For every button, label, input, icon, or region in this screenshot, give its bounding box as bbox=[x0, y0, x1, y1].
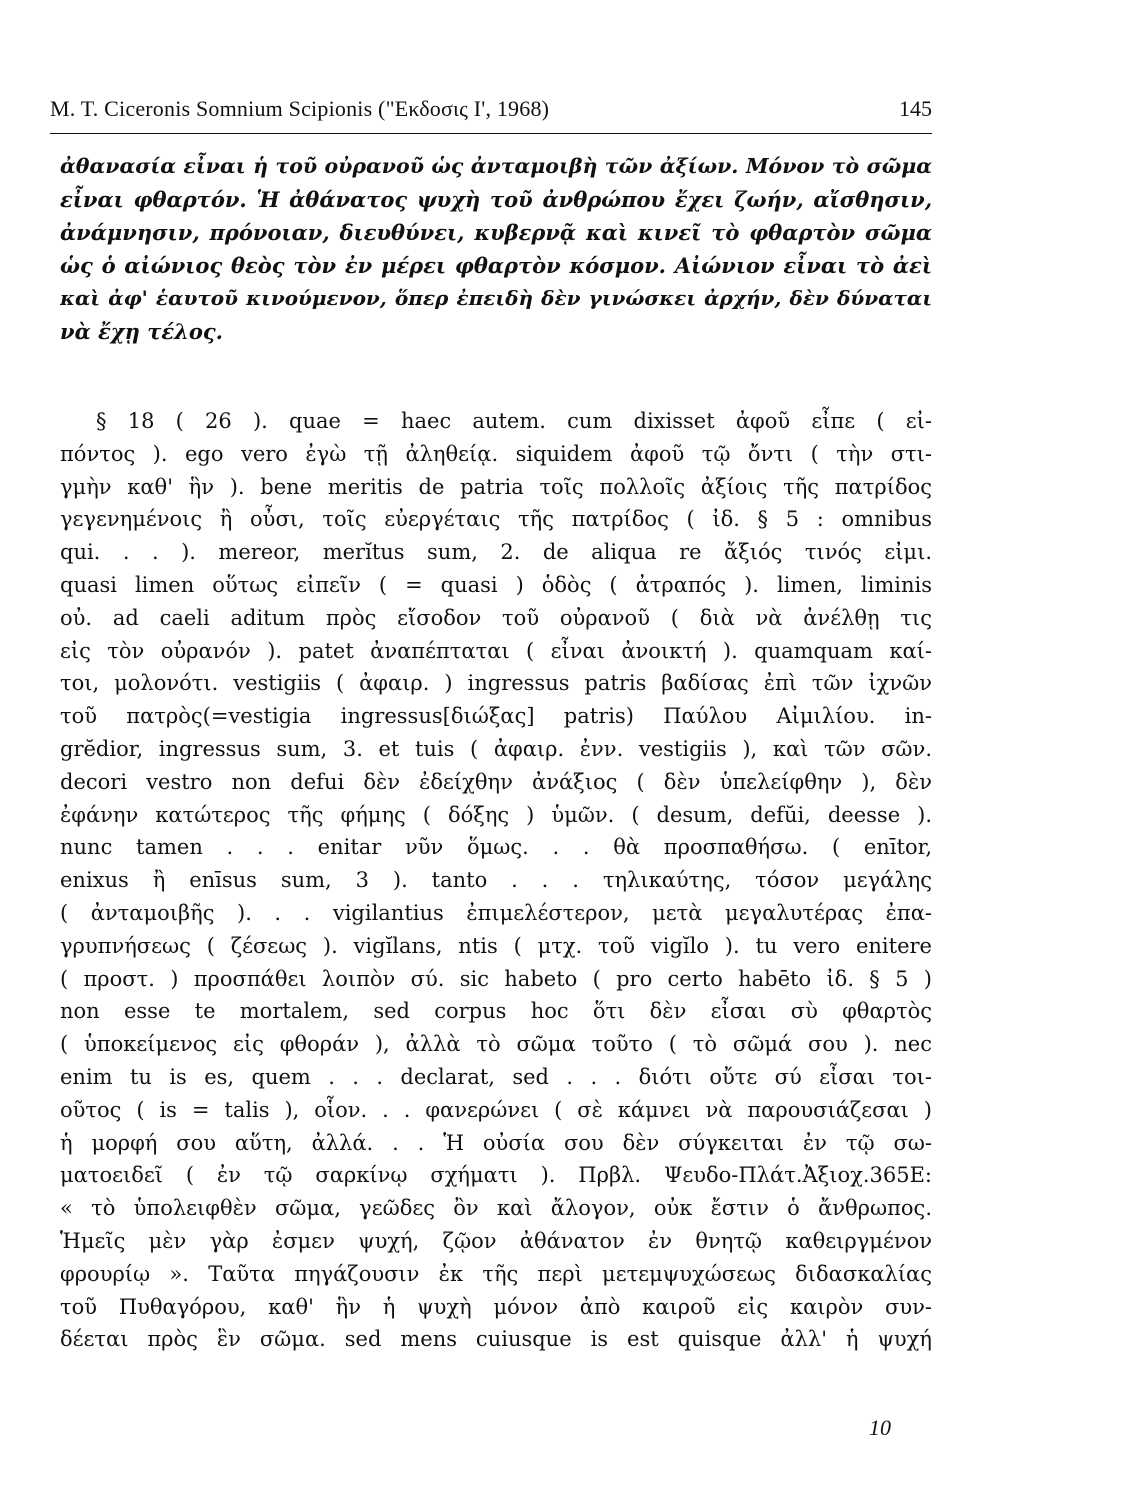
commentary-line: qui. . . ). mereor, merĭtus sum, 2. de aliqua re ἄξιός τινός εἰμι. bbox=[60, 540, 932, 565]
paragraph-line: ἀθανασία εἶναι ἡ τοῦ οὐρανοῦ ὡς ἀνταμοιβὴ τῶν ἀξίων. Μόνον τὸ σῶμα bbox=[60, 154, 932, 178]
commentary-line: φρουρίῳ ». Ταῦτα πηγάζουσιν ἐκ τῆς περὶ μετεμψυχώσεως διδασκαλίας bbox=[60, 1261, 932, 1286]
commentary-line: enixus ἢ enīsus sum, 3 ). tanto . . . τηλικαύτης, τόσον μεγάλης bbox=[60, 868, 932, 893]
page-number: 145 bbox=[899, 96, 932, 121]
greek-paragraph bbox=[60, 150, 932, 348]
paragraph-line: καὶ ἀφ' ἑαυτοῦ κινούμενον, ὅπερ ἐπειδὴ δὲν γινώσκει ἀρχήν, δὲν δύναται bbox=[60, 286, 932, 310]
paragraph-line: ἀνάμνησιν, πρόνοιαν, διευθύνει, κυβερνᾷ καὶ κινεῖ τὸ φθαρτὸν σῶμα bbox=[60, 220, 932, 245]
commentary-line: enim tu is es, quem . . . declarat, sed . . . διότι οὔτε σύ εἶσαι τοι- bbox=[60, 1064, 932, 1089]
commentary-line: ἐφάνην κατώτερος τῆς φήμης ( δόξης ) ὑμῶν. ( desum, defŭi, deesse ). bbox=[60, 802, 932, 827]
commentary-line: τοι, μολονότι. vestigiis ( ἀφαιρ. ) ingressus patris βαδίσας ἐπὶ τῶν ἰχνῶν bbox=[60, 671, 932, 696]
commentary-line: quasi limen οὕτως εἰπεῖν ( = quasi ) ὁδὸς ( ἀτραπός ). limen, liminis bbox=[60, 572, 932, 597]
commentary-line: οὐ. ad caeli aditum πρὸς εἴσοδον τοῦ οὐρανοῦ ( διὰ νὰ ἀνέλθῃ τις bbox=[60, 605, 932, 630]
commentary-line: decori vestro non defui δὲν ἐδείχθην ἀνάξιος ( δὲν ὑπελείφθην ), δὲν bbox=[60, 769, 932, 794]
paragraph-line: ὡς ὁ αἰώνιος θεὸς τὸν ἐν μέρει φθαρτὸν κόσμον. Αἰώνιον εἶναι τὸ ἀεὶ bbox=[60, 253, 932, 278]
commentary-line: « τὸ ὑπολειφθὲν σῶμα, γεῶδες ὂν καὶ ἄλογον, οὐκ ἔστιν ὁ ἄνθρωπος. bbox=[60, 1196, 932, 1221]
commentary-line: γρυπνήσεως ( ζέσεως ). vigĭlans, ntis ( μτχ. τοῦ vigĭlo ). tu vero enitere bbox=[60, 933, 932, 958]
running-header bbox=[50, 96, 932, 132]
commentary-line: § 18 ( 26 ). quae = haec autem. cum dixisset ἀφοῦ εἶπε ( εἰ- bbox=[96, 409, 932, 433]
commentary-line: δέεται πρὸς ἓν σῶμα. sed mens cuiusque is est quisque ἀλλ' ἡ ψυχή bbox=[60, 1327, 932, 1352]
running-title: M. T. Ciceronis Somnium Scipionis ("Εκδοσις Ι', 1968) bbox=[50, 96, 550, 121]
commentary-line: εἰς τὸν οὐρανόν ). patet ἀναπέπταται ( εἶναι ἀνοικτή ). quamquam καί- bbox=[60, 638, 932, 663]
commentary-line: τοῦ πατρὸς(=vestigia ingressus[διώξας] patris) Παύλου Αἰμιλίου. in- bbox=[60, 704, 932, 729]
commentary-line: ἡ μορφή σου αὕτη, ἀλλά. . . Ἡ οὐσία σου δὲν σύγκειται ἐν τῷ σω- bbox=[60, 1130, 932, 1155]
commentary-line: ( ἀνταμοιβῆς ). . . vigilantius ἐπιμελέστερον, μετὰ μεγαλυτέρας ἐπα- bbox=[60, 900, 932, 925]
signature-mark: 10 bbox=[869, 1415, 891, 1440]
commentary-line: Ἡμεῖς μὲν γὰρ ἐσμεν ψυχή, ζῷον ἀθάνατον ἐν θνητῷ καθειργμένον bbox=[60, 1228, 932, 1253]
commentary-line: οῦτος ( is = talis ), οἷον. . . φανερώνει ( σὲ κάμνει νὰ παρουσιάζεσαι ) bbox=[60, 1097, 932, 1122]
commentary-line: τοῦ Πυθαγόρου, καθ' ἣν ἡ ψυχὴ μόνον ἀπὸ καιροῦ εἰς καιρὸν συν- bbox=[60, 1294, 932, 1319]
commentary-line: grĕdior, ingressus sum, 3. et tuis ( ἀφαιρ. ἐνν. vestigiis ), καὶ τῶν σῶν. bbox=[60, 736, 932, 761]
paragraph-line: εἶναι φθαρτόν. Ἡ ἀθάνατος ψυχὴ τοῦ ἀνθρώπου ἔχει ζωήν, αἴσθησιν, bbox=[60, 187, 932, 212]
commentary-line: non esse te mortalem, sed corpus hoc ὅτι δὲν εἶσαι σὺ φθαρτὸς bbox=[60, 999, 932, 1024]
header-rule bbox=[50, 133, 932, 134]
commentary-line: γμὴν καθ' ἣν ). bene meritis de patria τοῖς πολλοῖς ἀξίοις τῆς πατρίδος bbox=[60, 474, 932, 499]
commentary-section bbox=[60, 405, 932, 1356]
paragraph-line: νὰ ἔχῃ τέλος. bbox=[60, 319, 223, 344]
commentary-line: γεγενημένοις ἢ οὖσι, τοῖς εὐεργέταις τῆς πατρίδος ( ἰδ. § 5 : omnibus bbox=[60, 507, 932, 532]
commentary-line: nunc tamen . . . enitar νῦν ὅμως. . . θὰ προσπαθήσω. ( enītor, bbox=[60, 835, 932, 860]
commentary-line: πόντος ). ego vero ἐγὼ τῇ ἀληθείᾳ. siquidem ἀφοῦ τῷ ὄντι ( τὴν στι- bbox=[60, 441, 932, 466]
commentary-line: ( ὑποκείμενος εἰς φθοράν ), ἀλλὰ τὸ σῶμα τοῦτο ( τὸ σῶμά σου ). nec bbox=[60, 1032, 932, 1057]
commentary-line: ( προστ. ) προσπάθει λοιπὸν σύ. sic habeto ( pro certo habēto ἰδ. § 5 ) bbox=[60, 966, 932, 991]
commentary-line: ματοειδεῖ ( ἐν τῷ σαρκίνῳ σχήματι ). Πρβλ. Ψευδο-Πλάτ.Ἀξιοχ.365Ε: bbox=[60, 1163, 932, 1188]
